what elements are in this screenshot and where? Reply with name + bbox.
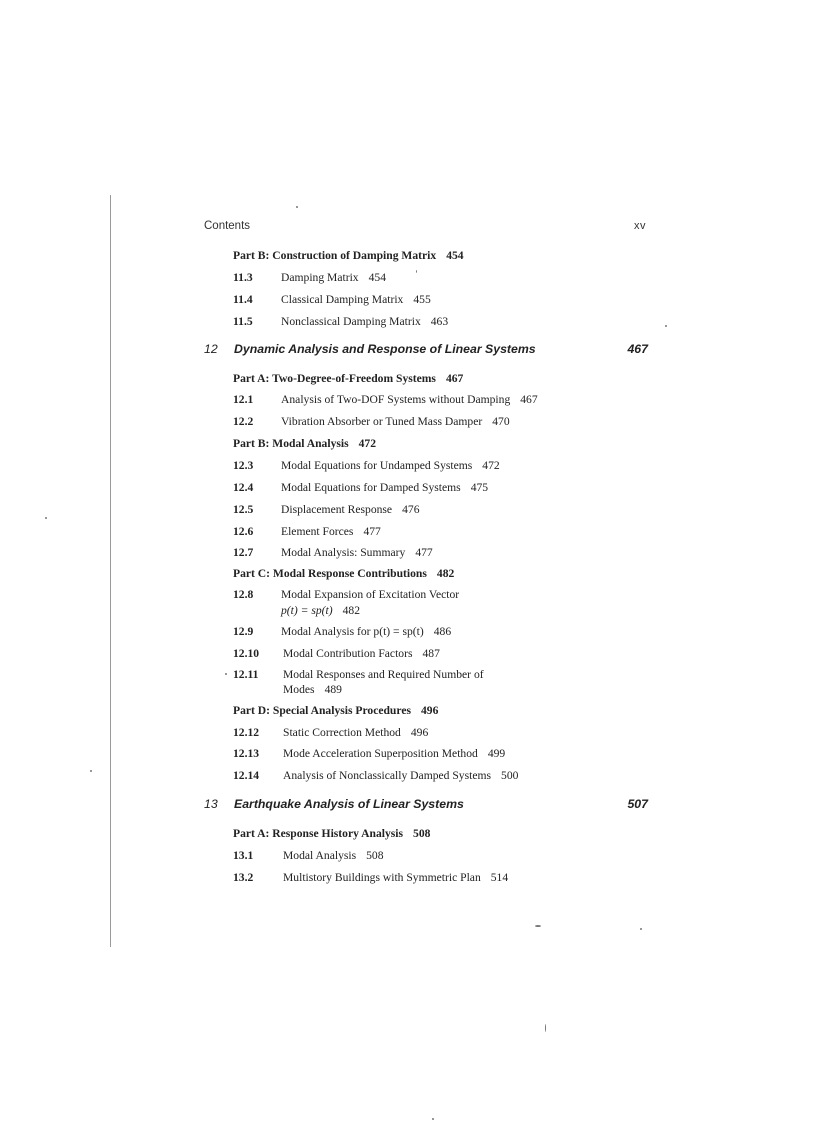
section-page: 486 xyxy=(433,625,452,638)
part-heading xyxy=(233,248,464,264)
section-entry-continued xyxy=(233,603,360,619)
scan-speck xyxy=(296,206,298,208)
section-title: Classical Damping Matrix xyxy=(281,293,404,306)
section-page: 482 xyxy=(342,604,361,617)
section-entry xyxy=(233,524,381,540)
section-entry xyxy=(233,848,384,864)
part-label: Part B: Modal Analysis xyxy=(233,437,349,450)
scan-speck xyxy=(432,1118,434,1120)
part-page: 467 xyxy=(445,372,464,385)
section-number: 12.11 xyxy=(233,668,259,681)
section-number: 12.14 xyxy=(233,769,260,782)
section-page: 454 xyxy=(368,271,386,284)
section-number: 11.4 xyxy=(233,293,253,306)
part-label: Part B: Construction of Damping Matrix xyxy=(233,249,437,262)
section-entry xyxy=(233,414,510,430)
section-entry-continued xyxy=(233,682,342,698)
section-title: Modal Equations for Damped Systems xyxy=(281,481,461,494)
section-entry xyxy=(233,480,488,496)
section-entry xyxy=(233,667,484,683)
section-entry xyxy=(233,314,448,330)
section-entry xyxy=(233,870,508,886)
section-title: Damping Matrix xyxy=(281,271,359,284)
section-entry xyxy=(233,587,459,603)
section-title: Modal Analysis for p(t) = sp(t) xyxy=(281,625,424,638)
section-page: 470 xyxy=(492,415,510,428)
section-page: 477 xyxy=(363,525,381,538)
part-page: 508 xyxy=(413,827,431,840)
section-entry xyxy=(233,270,386,286)
chapter-title: Earthquake Analysis of Linear Systems xyxy=(234,797,464,811)
section-page: 487 xyxy=(422,647,440,660)
section-number: 12.2 xyxy=(233,415,254,428)
scan-speck xyxy=(640,928,642,930)
section-title: Modal Equations for Undamped Systems xyxy=(281,459,473,472)
section-entry xyxy=(233,292,431,308)
chapter-heading xyxy=(204,797,648,811)
section-number: 12.12 xyxy=(233,726,260,739)
section-number: 12.3 xyxy=(233,459,254,472)
section-number: 12.5 xyxy=(233,503,254,516)
section-number: 12.1 xyxy=(233,393,254,406)
section-title: Modal Expansion of Excitation Vector xyxy=(281,588,460,601)
section-page: 477 xyxy=(415,546,433,559)
part-heading xyxy=(233,371,463,387)
scan-speck xyxy=(665,325,667,327)
section-number: 13.1 xyxy=(233,849,254,862)
part-heading xyxy=(233,566,454,582)
section-page: 467 xyxy=(520,393,538,406)
section-entry xyxy=(233,545,433,561)
section-number: 12.6 xyxy=(233,525,254,538)
section-title-continued: p(t) = sp(t) xyxy=(281,604,333,617)
chapter-title: Dynamic Analysis and Response of Linear Systems xyxy=(234,342,536,356)
chapter-number: 12 xyxy=(204,342,218,356)
part-label: Part D: Special Analysis Procedures xyxy=(233,704,411,717)
section-title: Mode Acceleration Superposition Method xyxy=(283,747,478,760)
section-page: 508 xyxy=(366,849,384,862)
section-number: 11.3 xyxy=(233,271,253,284)
section-title: Modal Analysis xyxy=(283,849,357,862)
section-entry xyxy=(233,725,428,741)
section-number: 12.8 xyxy=(233,588,254,601)
section-number: 13.2 xyxy=(233,871,254,884)
part-page: 454 xyxy=(446,249,464,262)
part-heading xyxy=(233,436,376,452)
section-title: Modal Responses and Required Number of xyxy=(283,668,484,681)
section-title: Modal Contribution Factors xyxy=(283,647,413,660)
section-entry xyxy=(233,646,440,662)
section-title: Nonclassical Damping Matrix xyxy=(281,315,421,328)
section-number: 11.5 xyxy=(233,315,253,328)
scan-speck xyxy=(225,673,227,675)
section-number: 12.13 xyxy=(233,747,260,760)
section-page: 463 xyxy=(430,315,449,328)
section-page: 496 xyxy=(410,726,429,739)
section-number: 12.4 xyxy=(233,481,254,494)
scan-speck xyxy=(545,1024,546,1032)
chapter-number: 13 xyxy=(204,797,218,811)
section-title: Analysis of Two-DOF Systems without Damping xyxy=(281,393,511,406)
section-title: Multistory Buildings with Symmetric Plan xyxy=(283,871,481,884)
section-title: Modal Analysis: Summary xyxy=(281,546,406,559)
section-title: Vibration Absorber or Tuned Mass Damper xyxy=(281,415,483,428)
chapter-heading xyxy=(204,342,648,356)
section-page: 489 xyxy=(324,683,342,696)
section-number: 12.7 xyxy=(233,546,254,559)
section-title: Static Correction Method xyxy=(283,726,401,739)
section-entry xyxy=(233,502,419,518)
section-page: 514 xyxy=(490,871,509,884)
section-page: 472 xyxy=(482,459,500,472)
part-heading xyxy=(233,826,430,842)
section-title-continued: Modes xyxy=(283,683,315,696)
chapter-page: 507 xyxy=(627,797,648,811)
part-page: 482 xyxy=(436,567,455,580)
part-label: Part C: Modal Response Contributions xyxy=(233,567,427,580)
section-entry xyxy=(233,458,500,474)
part-page: 472 xyxy=(358,437,377,450)
part-label: Part A: Response History Analysis xyxy=(233,827,404,840)
section-entry xyxy=(233,746,505,762)
part-label: Part A: Two-Degree-of-Freedom Systems xyxy=(233,372,436,385)
page-number: xv xyxy=(634,220,646,232)
section-entry xyxy=(233,768,518,784)
section-entry xyxy=(233,624,451,640)
chapter-page: 467 xyxy=(627,342,648,356)
page-header xyxy=(204,220,646,232)
section-title: Analysis of Nonclassically Damped Systems xyxy=(283,769,492,782)
scan-speck xyxy=(535,925,541,927)
section-number: 12.10 xyxy=(233,647,260,660)
scan-speck xyxy=(90,770,92,772)
section-page: 500 xyxy=(501,769,519,782)
running-head: Contents xyxy=(204,220,251,232)
part-page: 496 xyxy=(420,704,439,717)
section-title: Element Forces xyxy=(281,525,354,538)
section-page: 499 xyxy=(487,747,506,760)
section-page: 455 xyxy=(413,293,431,306)
scan-speck xyxy=(416,270,417,273)
section-page: 476 xyxy=(402,503,420,516)
section-page: 475 xyxy=(470,481,489,494)
section-title: Displacement Response xyxy=(281,503,393,516)
section-number: 12.9 xyxy=(233,625,254,638)
scan-margin-line xyxy=(110,195,111,947)
section-entry xyxy=(233,392,538,408)
part-heading xyxy=(233,703,438,719)
scan-speck xyxy=(45,517,47,519)
